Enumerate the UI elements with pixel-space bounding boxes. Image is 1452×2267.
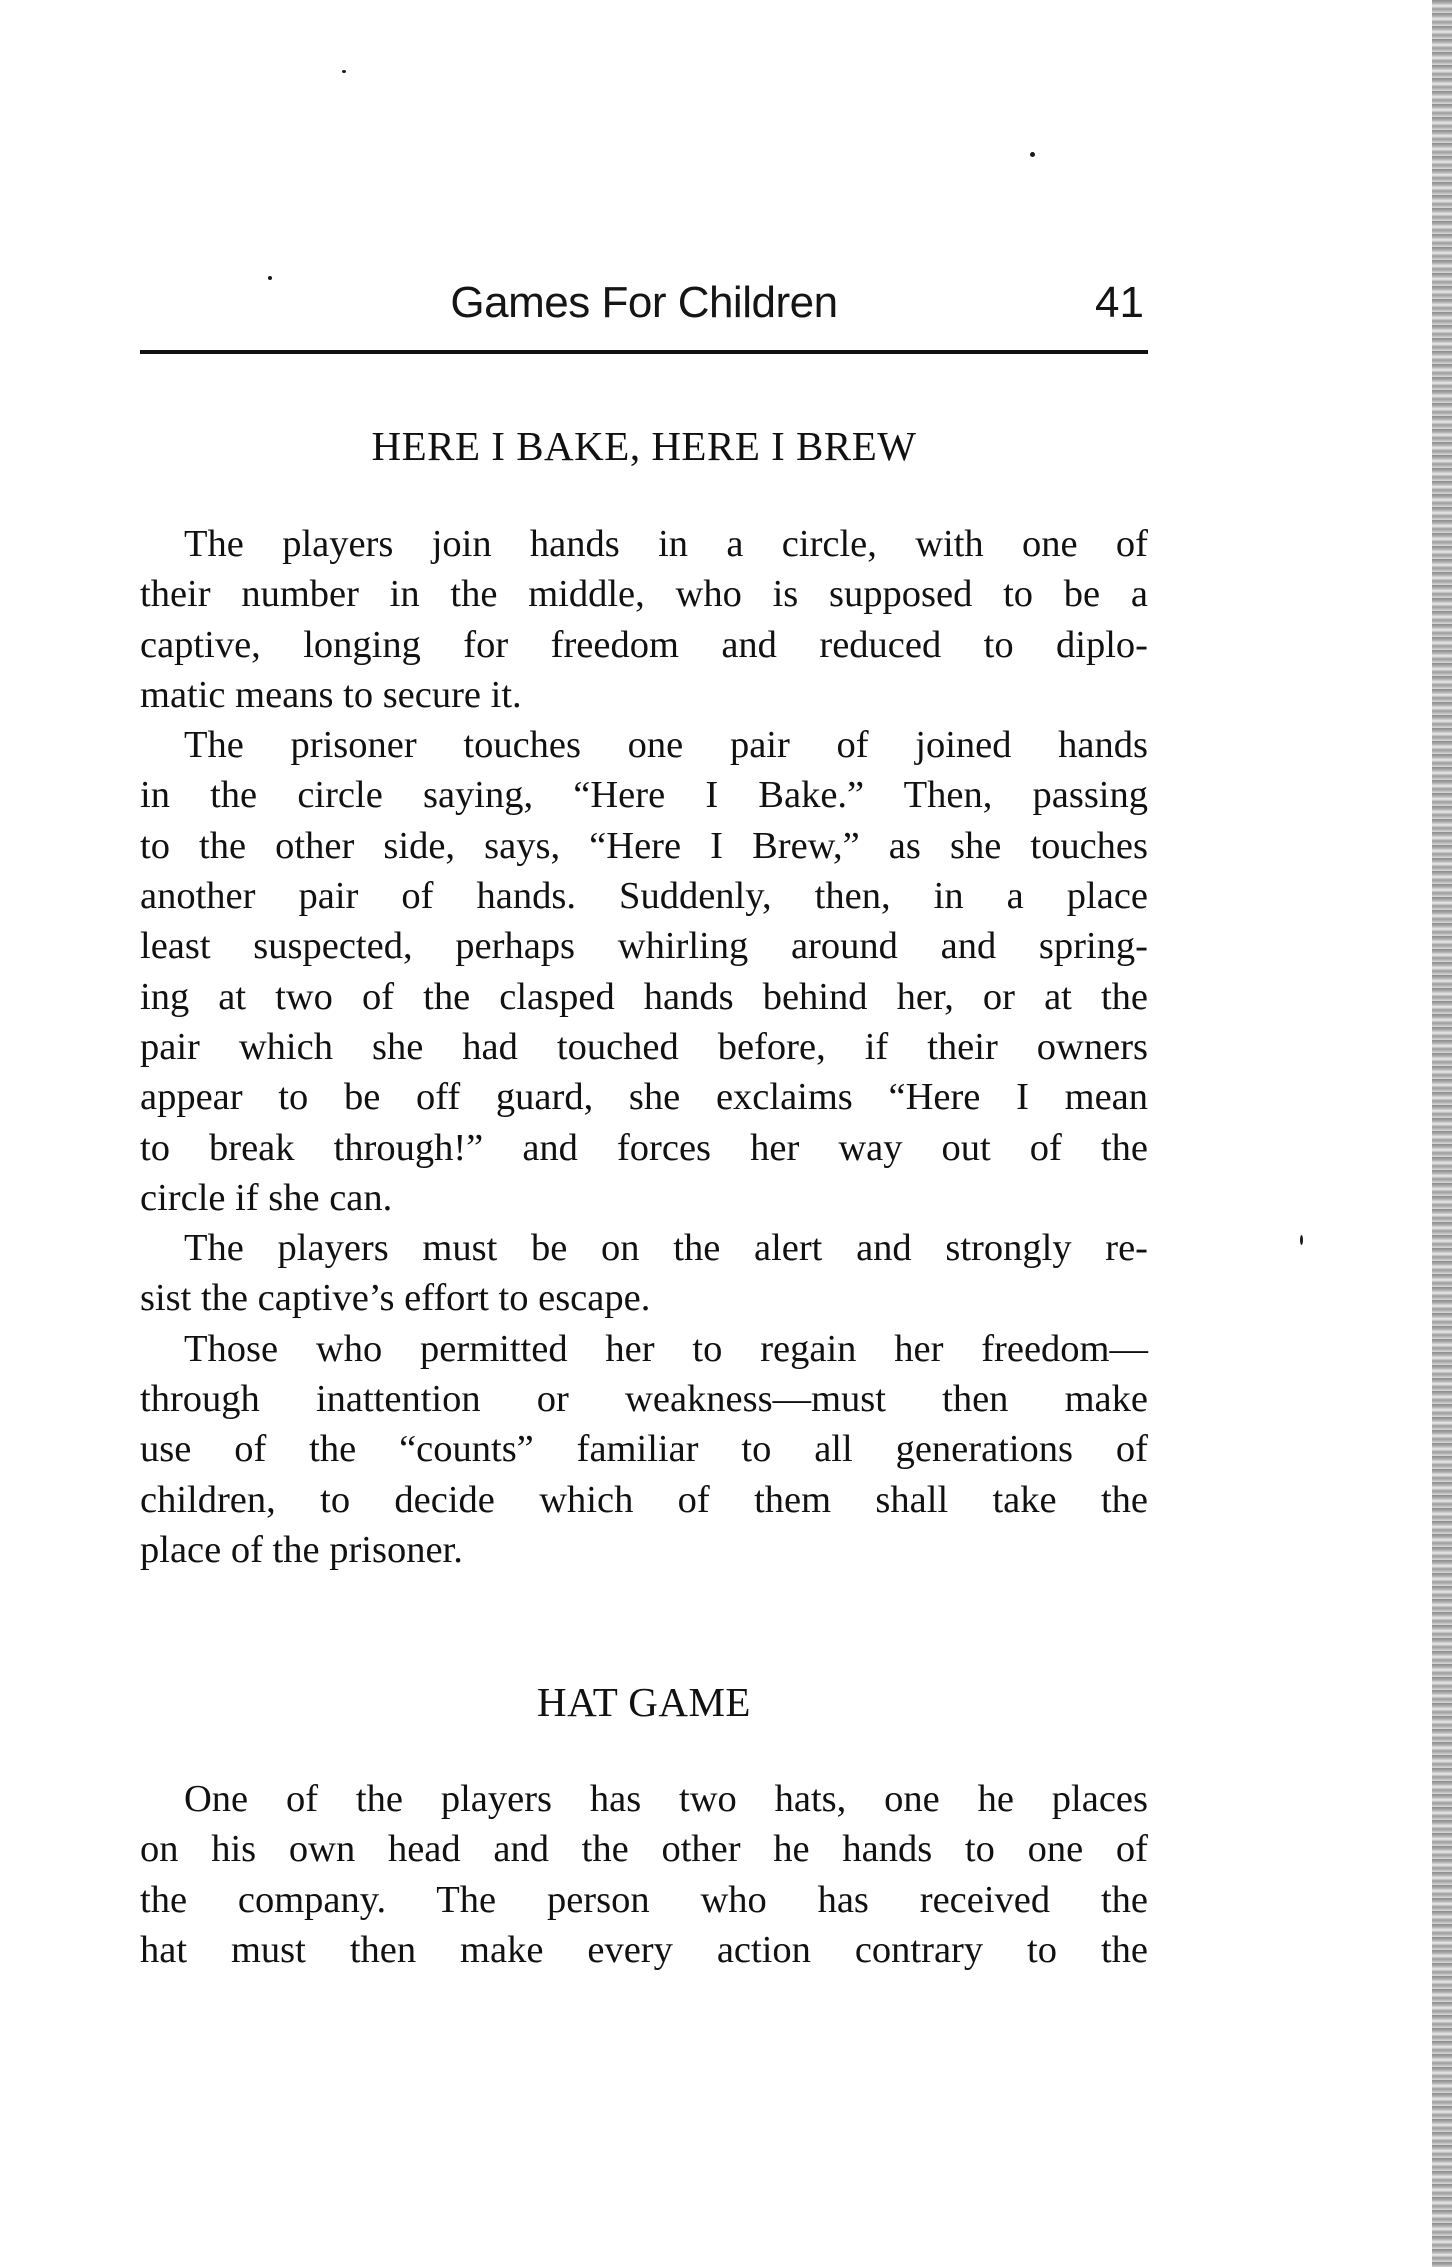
text-line: circle if she can. [140, 1176, 393, 1219]
text-line: place of the prisoner. [140, 1528, 463, 1571]
paragraph [140, 1774, 1148, 1975]
text-line: through inattention or weakness—must then make [140, 1378, 1148, 1421]
text-line: their number in the middle, who is supposed to be a [140, 573, 1148, 616]
section-body-hat-game [140, 1774, 1148, 1975]
text-line: The players must be on the alert and strongly re- [184, 1227, 1148, 1270]
section-title-hat-game: HAT GAME [537, 1679, 751, 1725]
text-line: One of the players has two hats, one he places [184, 1778, 1148, 1820]
text-line: ing at two of the clasped hands behind her, or at the [140, 975, 1148, 1018]
text-line: The prisoner touches one pair of joined hands [184, 724, 1148, 767]
paragraph [140, 1324, 1148, 1575]
running-title: Games For Children [450, 278, 838, 327]
text-line: use of the “counts” familiar to all generations of [140, 1428, 1148, 1471]
scanned-page-edge [1432, 0, 1452, 2267]
page-number: 41 [1095, 278, 1144, 327]
text-line: children, to decide which of them shall take the [140, 1478, 1148, 1521]
text-line: in the circle saying, “Here I Bake.” Then, passing [140, 774, 1148, 817]
scan-speck [342, 70, 346, 73]
text-line: the company. The person who has received the [140, 1878, 1148, 1921]
text-line: appear to be off guard, she exclaims “Here I mean [140, 1076, 1148, 1119]
section-body-here-i-bake [140, 519, 1148, 1575]
text-line: sist the captive’s effort to escape. [140, 1277, 651, 1320]
running-head [140, 278, 1148, 344]
section-title-here-i-bake: HERE I BAKE, HERE I BREW [371, 423, 917, 469]
text-line: pair which she had touched before, if their owners [140, 1025, 1148, 1068]
text-line: on his own head and the other he hands to one of [140, 1828, 1148, 1871]
header-rule [140, 350, 1148, 354]
text-line: least suspected, perhaps whirling around and spring- [140, 925, 1148, 968]
text-line: to break through!” and forces her way out of the [140, 1126, 1148, 1169]
text-line: hat must then make every action contrary to the [140, 1928, 1148, 1971]
scan-speck [1030, 152, 1035, 157]
text-line: The players join hands in a circle, with one of [184, 523, 1148, 565]
text-line: captive, longing for freedom and reduced to diplo- [140, 623, 1148, 666]
paragraph [140, 720, 1148, 1223]
text-line: Those who permitted her to regain her freedom— [184, 1327, 1148, 1370]
paragraph [140, 1223, 1148, 1324]
text-line: matic means to secure it. [140, 673, 522, 716]
text-line: to the other side, says, “Here I Brew,” as she touches [140, 824, 1148, 867]
paragraph [140, 519, 1148, 720]
text-line: another pair of hands. Suddenly, then, in a place [140, 875, 1148, 918]
scan-speck [1300, 1235, 1303, 1245]
